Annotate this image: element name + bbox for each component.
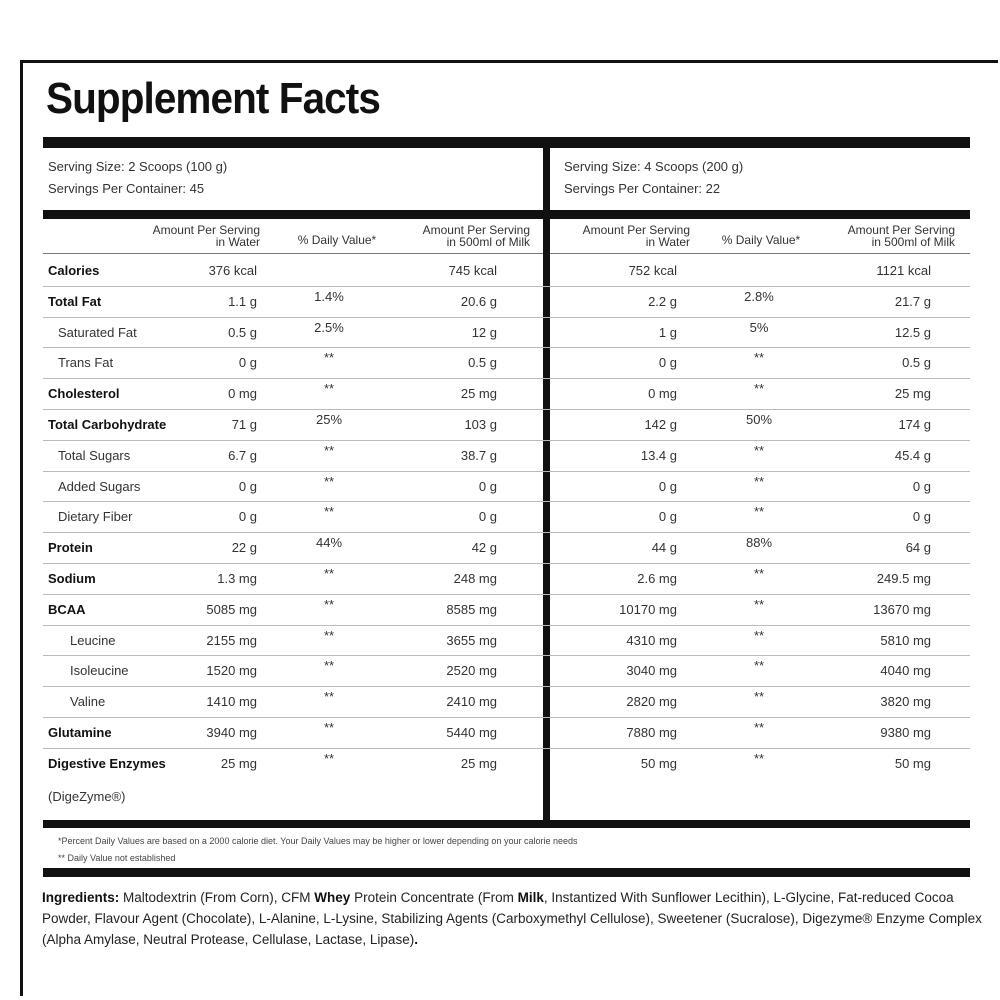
- top-thick-rule: [43, 137, 970, 148]
- table-row: [43, 440, 970, 471]
- daily-value-4-scoops: 50%: [745, 412, 773, 427]
- ingredients-thick-rule: [43, 868, 970, 877]
- right-serving-info: [564, 156, 743, 200]
- table-row: [43, 255, 970, 286]
- daily-value-2-scoops: 25%: [315, 412, 343, 427]
- table-row: [43, 563, 970, 594]
- milk-amount-2-scoops: 2520 mg: [446, 663, 497, 678]
- water-amount-4-scoops: 4310 mg: [626, 633, 677, 648]
- daily-value-2-scoops: **: [323, 597, 335, 612]
- right-serving-size: Serving Size: 4 Scoops (200 g): [564, 159, 744, 174]
- table-row: [43, 378, 970, 409]
- water-amount-4-scoops: 142 g: [644, 417, 677, 432]
- daily-value-4-scoops: 88%: [745, 535, 773, 550]
- water-amount-4-scoops: 10170 mg: [619, 602, 677, 617]
- daily-value-2-scoops: **: [323, 381, 335, 396]
- water-amount-4-scoops: 0 g: [658, 479, 677, 494]
- row-separator: [43, 563, 970, 564]
- milk-amount-4-scoops: 5810 mg: [880, 633, 931, 648]
- daily-value-2-scoops: **: [323, 350, 335, 365]
- water-amount-2-scoops: 71 g: [231, 417, 257, 432]
- daily-value-4-scoops: **: [753, 689, 765, 704]
- table-row: [43, 286, 970, 317]
- header-water-left: Amount Per Serving in Water: [152, 223, 260, 249]
- row-separator: [43, 625, 970, 626]
- nutrient-label: Saturated Fat: [58, 325, 137, 340]
- header-underline-left: [43, 253, 543, 254]
- table-row: [43, 686, 970, 717]
- milk-amount-4-scoops: 50 mg: [894, 756, 931, 771]
- table-row: [43, 717, 970, 748]
- water-amount-4-scoops: 50 mg: [640, 756, 677, 771]
- water-amount-4-scoops: 1 g: [658, 325, 677, 340]
- right-servings-per-container: Servings Per Container: 22: [564, 181, 721, 196]
- daily-value-2-scoops: **: [323, 689, 335, 704]
- header-water-right: Amount Per Serving in Water: [582, 223, 690, 249]
- milk-amount-2-scoops: 0.5 g: [468, 355, 497, 370]
- row-separator: [43, 594, 970, 595]
- row-separator: [43, 409, 970, 410]
- nutrient-label: Total Sugars: [58, 448, 131, 463]
- nutrient-label: Leucine: [70, 633, 116, 648]
- water-amount-2-scoops: 0 g: [238, 479, 257, 494]
- daily-value-4-scoops: 2.8%: [744, 289, 774, 304]
- table-row: [43, 748, 970, 779]
- daily-value-2-scoops: **: [323, 504, 335, 519]
- nutrient-label: Sodium: [48, 571, 96, 586]
- daily-value-4-scoops: **: [753, 474, 765, 489]
- row-separator: [43, 378, 970, 379]
- header-underline-right: [550, 253, 970, 254]
- daily-value-4-scoops: **: [753, 443, 765, 458]
- milk-amount-4-scoops: 12.5 g: [894, 325, 931, 340]
- milk-amount-4-scoops: 13670 mg: [873, 602, 931, 617]
- footnote-daily-values: *Percent Daily Values are based on a 2000 calorie diet. Your Daily Values may be higher or lower depending on your calorie needs: [58, 836, 578, 846]
- milk-amount-2-scoops: 25 mg: [460, 386, 497, 401]
- row-separator: [43, 317, 970, 318]
- daily-value-2-scoops: 44%: [315, 535, 343, 550]
- water-amount-4-scoops: 2.2 g: [648, 294, 677, 309]
- daily-value-2-scoops: **: [323, 751, 335, 766]
- nutrient-label: Total Fat: [48, 294, 102, 309]
- ingredients-label: Ingredients:: [42, 890, 120, 905]
- water-amount-4-scoops: 3040 mg: [626, 663, 677, 678]
- milk-amount-2-scoops: 42 g: [471, 540, 497, 555]
- milk-amount-2-scoops: 38.7 g: [460, 448, 497, 463]
- nutrient-label: Glutamine: [48, 725, 112, 740]
- water-amount-4-scoops: 44 g: [651, 540, 677, 555]
- daily-value-2-scoops: **: [323, 628, 335, 643]
- row-separator: [43, 717, 970, 718]
- table-row: [43, 594, 970, 625]
- daily-value-4-scoops: **: [753, 504, 765, 519]
- milk-amount-2-scoops: 20.6 g: [460, 294, 497, 309]
- water-amount-4-scoops: 2.6 mg: [637, 571, 677, 586]
- milk-amount-4-scoops: 25 mg: [894, 386, 931, 401]
- milk-amount-2-scoops: 3655 mg: [446, 633, 497, 648]
- serving-thick-rule: [43, 210, 970, 219]
- water-amount-4-scoops: 13.4 g: [640, 448, 677, 463]
- milk-amount-4-scoops: 3820 mg: [880, 694, 931, 709]
- milk-amount-4-scoops: 0.5 g: [902, 355, 931, 370]
- table-row: [43, 532, 970, 563]
- daily-value-2-scoops: **: [323, 720, 335, 735]
- milk-amount-2-scoops: 0 g: [478, 479, 497, 494]
- water-amount-2-scoops: 3940 mg: [206, 725, 257, 740]
- water-amount-2-scoops: 1410 mg: [206, 694, 257, 709]
- nutrient-label: Protein: [48, 540, 93, 555]
- water-amount-4-scoops: 752 kcal: [628, 263, 677, 278]
- water-amount-2-scoops: 0 g: [238, 355, 257, 370]
- daily-value-4-scoops: **: [753, 720, 765, 735]
- water-amount-2-scoops: 0 g: [238, 509, 257, 524]
- row-separator: [43, 686, 970, 687]
- milk-amount-2-scoops: 5440 mg: [446, 725, 497, 740]
- daily-value-2-scoops: **: [323, 474, 335, 489]
- water-amount-2-scoops: 0 mg: [228, 386, 257, 401]
- table-bottom-rule: [43, 820, 970, 828]
- left-serving-size: Serving Size: 2 Scoops (100 g): [48, 159, 228, 174]
- milk-amount-2-scoops: 25 mg: [460, 756, 497, 771]
- milk-amount-2-scoops: 0 g: [478, 509, 497, 524]
- daily-value-4-scoops: **: [753, 350, 765, 365]
- page-title: Supplement Facts: [46, 74, 380, 123]
- milk-amount-4-scoops: 4040 mg: [880, 663, 931, 678]
- digestive-enzymes-subtitle: (DigeZyme®): [48, 789, 126, 804]
- milk-amount-2-scoops: 12 g: [471, 325, 497, 340]
- row-separator: [43, 471, 970, 472]
- water-amount-4-scoops: 0 mg: [648, 386, 677, 401]
- table-row: [43, 409, 970, 440]
- nutrient-label: Dietary Fiber: [58, 509, 133, 524]
- daily-value-4-scoops: **: [753, 751, 765, 766]
- daily-value-2-scoops: **: [323, 658, 335, 673]
- daily-value-4-scoops: **: [753, 381, 765, 396]
- milk-amount-2-scoops: 8585 mg: [446, 602, 497, 617]
- water-amount-4-scoops: 0 g: [658, 355, 677, 370]
- water-amount-4-scoops: 7880 mg: [626, 725, 677, 740]
- daily-value-2-scoops: **: [323, 443, 335, 458]
- milk-amount-4-scoops: 1121 kcal: [876, 263, 931, 278]
- daily-value-2-scoops: 1.4%: [314, 289, 344, 304]
- milk-amount-4-scoops: 249.5 mg: [876, 571, 931, 586]
- water-amount-2-scoops: 1.1 g: [228, 294, 257, 309]
- daily-value-2-scoops: **: [323, 566, 335, 581]
- milk-amount-4-scoops: 0 g: [912, 509, 931, 524]
- daily-value-2-scoops: 2.5%: [314, 320, 344, 335]
- daily-value-4-scoops: **: [753, 597, 765, 612]
- left-servings-per-container: Servings Per Container: 45: [48, 181, 205, 196]
- milk-amount-2-scoops: 103 g: [464, 417, 497, 432]
- left-serving-info: [48, 156, 227, 200]
- water-amount-2-scoops: 0.5 g: [228, 325, 257, 340]
- daily-value-4-scoops: 5%: [749, 320, 769, 335]
- row-separator: [43, 532, 970, 533]
- nutrient-label: Trans Fat: [58, 355, 114, 370]
- daily-value-2-scoops: [293, 255, 365, 286]
- row-separator: [43, 347, 970, 348]
- milk-amount-4-scoops: 0 g: [912, 479, 931, 494]
- nutrient-label: Calories: [48, 263, 100, 278]
- water-amount-2-scoops: 25 mg: [220, 756, 257, 771]
- table-row: [43, 625, 970, 656]
- milk-amount-2-scoops: 2410 mg: [446, 694, 497, 709]
- daily-value-4-scoops: **: [753, 628, 765, 643]
- water-amount-2-scoops: 6.7 g: [228, 448, 257, 463]
- table-row: [43, 471, 970, 502]
- table-row: [43, 501, 970, 532]
- table-row: [43, 317, 970, 348]
- water-amount-4-scoops: 0 g: [658, 509, 677, 524]
- milk-amount-4-scoops: 9380 mg: [880, 725, 931, 740]
- milk-amount-4-scoops: 45.4 g: [894, 448, 931, 463]
- nutrient-label: Valine: [70, 694, 106, 709]
- daily-value-4-scoops: **: [753, 658, 765, 673]
- nutrient-label: Isoleucine: [70, 663, 129, 678]
- milk-amount-2-scoops: 248 mg: [453, 571, 497, 586]
- water-amount-2-scoops: 1.3 mg: [217, 571, 257, 586]
- daily-value-4-scoops: **: [753, 566, 765, 581]
- nutrient-label: BCAA: [48, 602, 86, 617]
- row-separator: [43, 440, 970, 441]
- water-amount-2-scoops: 376 kcal: [208, 263, 257, 278]
- row-separator: [43, 655, 970, 656]
- milk-amount-4-scoops: 21.7 g: [894, 294, 931, 309]
- milk-amount-4-scoops: 174 g: [898, 417, 931, 432]
- nutrient-label: Digestive Enzymes: [48, 756, 166, 771]
- footnote-not-established: ** Daily Value not established: [58, 853, 176, 863]
- ingredients-text: Ingredients: Maltodextrin (From Corn), CFM Whey Protein Concentrate (From Milk, Instantized With Sunflower Lecithin), L-Glycine, Fat-reduced Cocoa Powder, Flavour Agent (Chocolate), L-Alanine, L-Lysine, Stabilizing Agents (Carboxymethyl Cellulose), Sweetener (Sucralose), Digezyme® Enzyme Complex (Alpha Amylase, Neutral Protease, Cellulase, Lactase, Lipase).: [42, 890, 982, 947]
- table-row: [43, 347, 970, 378]
- table-row: [43, 655, 970, 686]
- water-amount-2-scoops: 22 g: [231, 540, 257, 555]
- row-separator: [43, 748, 970, 749]
- water-amount-2-scoops: 2155 mg: [206, 633, 257, 648]
- header-dv-left: % Daily Value*: [297, 233, 377, 247]
- daily-value-4-scoops: [723, 255, 795, 286]
- row-separator: [43, 286, 970, 287]
- header-milk-right: Amount Per Serving in 500ml of Milk: [847, 223, 955, 249]
- water-amount-2-scoops: 1520 mg: [206, 663, 257, 678]
- nutrient-label: Cholesterol: [48, 386, 120, 401]
- milk-amount-4-scoops: 64 g: [905, 540, 931, 555]
- nutrient-label: Added Sugars: [58, 479, 141, 494]
- row-separator: [43, 501, 970, 502]
- milk-amount-2-scoops: 745 kcal: [448, 263, 497, 278]
- water-amount-2-scoops: 5085 mg: [206, 602, 257, 617]
- water-amount-4-scoops: 2820 mg: [626, 694, 677, 709]
- header-milk-left: Amount Per Serving in 500ml of Milk: [422, 223, 530, 249]
- nutrient-label: Total Carbohydrate: [48, 417, 167, 432]
- header-dv-right: % Daily Value*: [721, 233, 801, 247]
